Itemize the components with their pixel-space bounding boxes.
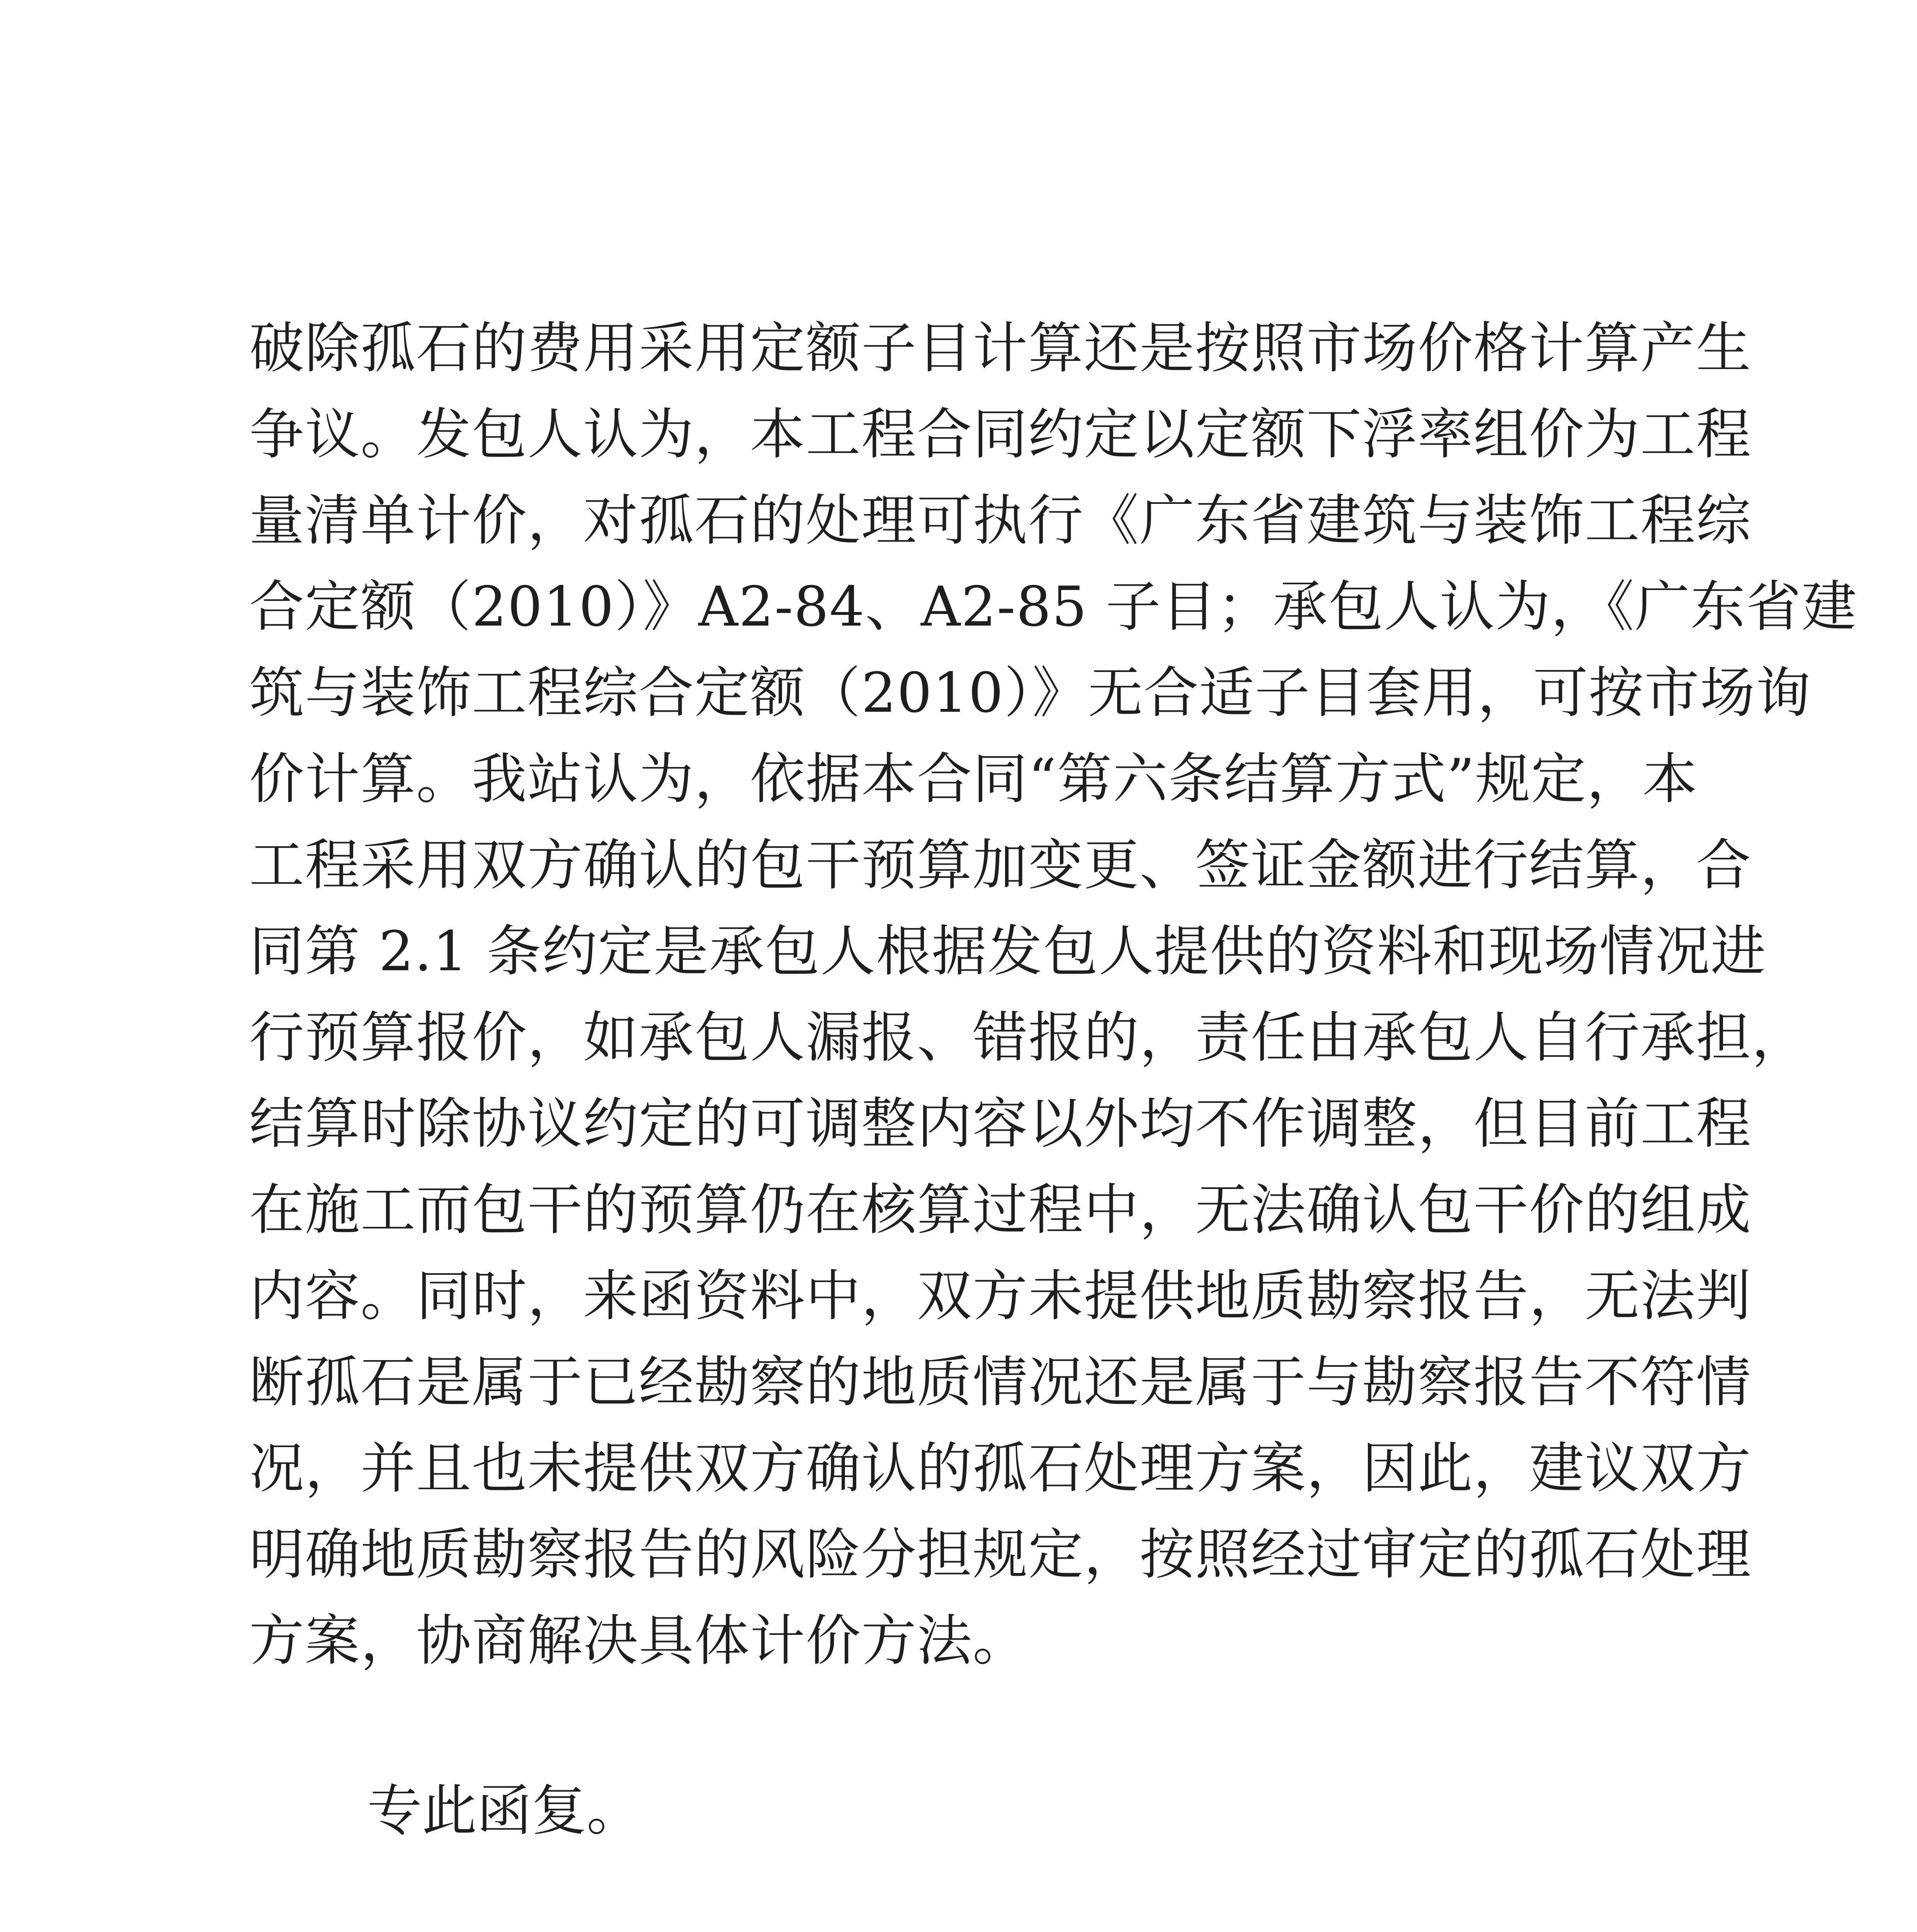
body-line-14: 况，并且也未提供双方确认的孤石处理方案，因此，建议双方 — [249, 1437, 1752, 1500]
letter-body — [249, 305, 1857, 1684]
body-line-2: 争议。发包人认为，本工程合同约定以定额下浮率组价为工程 — [249, 403, 1752, 466]
closing-remark: 专此函复。 — [367, 1779, 641, 1843]
body-line-9: 行预算报价，如承包人漏报、错报的，责任由承包人自行承担， — [249, 1006, 1807, 1070]
body-line-4: 合定额（2010）》A2-84、A2-85 子目；承包人认为，《广东省建 — [249, 575, 1857, 639]
body-line-6: 价计算。我站认为，依据本合同“第六条结算方式”规定，本 — [249, 747, 1698, 811]
body-line-15: 明确地质勘察报告的风险分担规定，按照经过审定的孤石处理 — [249, 1523, 1752, 1587]
body-line-10: 结算时除协议约定的可调整内容以外均不作调整，但目前工程 — [249, 1092, 1752, 1156]
body-line-5: 筑与装饰工程综合定额（2010）》无合适子目套用，可按市场询 — [249, 661, 1812, 725]
body-line-1: 破除孤石的费用采用定额子目计算还是按照市场价格计算产生 — [249, 316, 1752, 380]
body-line-12: 内容。同时，来函资料中，双方未提供地质勘察报告，无法判 — [249, 1264, 1752, 1328]
body-line-7: 工程采用双方确认的包干预算加变更、签证金额进行结算，合 — [249, 833, 1752, 897]
body-line-16: 方案，协商解决具体计价方法。 — [249, 1609, 1028, 1673]
body-line-3: 量清单计价，对孤石的处理可执行《广东省建筑与装饰工程综 — [249, 489, 1752, 553]
body-line-13: 断孤石是属于已经勘察的地质情况还是属于与勘察报告不符情 — [249, 1350, 1752, 1414]
body-line-8: 同第 2.1 条约定是承包人根据发包人提供的资料和现场情况进 — [249, 920, 1767, 983]
body-line-11: 在施工而包干的预算仍在核算过程中，无法确认包干价的组成 — [249, 1178, 1752, 1242]
